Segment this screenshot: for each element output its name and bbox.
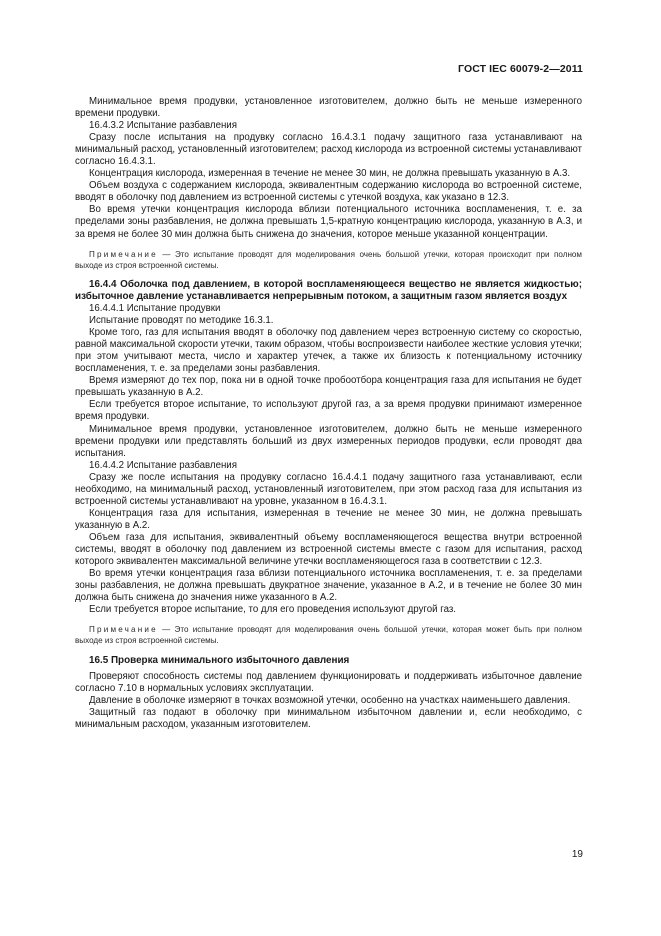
page-number: 19: [571, 849, 583, 860]
paragraph: Во время утечки концентрация газа вблизи потенциального источника воспламенения, т. е. за пределами зоны разбавления, не должна превышать двукратное значение, указанное в А.2, и в течение не более 30 мин должна быть снижена до значения ниже указанного в А.2.: [75, 568, 582, 604]
paragraph: Проверяют способность системы под давлением функционировать и поддерживать избыточное давление согласно 7.10 в нормальных условиях эксплуатации.: [75, 670, 582, 694]
section-heading: 16.5 Проверка минимального избыточного давления: [89, 654, 350, 666]
paragraph: Кроме того, газ для испытания вводят в оболочку под давлением через встроенную систему со скоростью, равной максимальной скорости утечки, таким образом, чтобы воспроизвести наиболее жесткие условия утечки; при этом учитывают места, число и характер утечек, а также их близость к потенциальному источнику воспламенения, т. е. за пределами зоны разбавления.: [75, 327, 582, 375]
note-label: Примечание: [89, 249, 158, 259]
paragraph: Концентрация газа для испытания, измеренная в течение не менее 30 мин, не должна превышать указанную в А.2.: [75, 507, 582, 531]
paragraph: Минимальное время продувки, установленное изготовителем, должно быть не меньше измеренного времени продувки.: [75, 96, 582, 120]
paragraph: Если требуется второе испытание, то используют другой газ, а за время продувки принимают измеренное время продувки.: [75, 399, 582, 423]
paragraph: Сразу же после испытания на продувку согласно 16.4.4.1 подачу защитного газа устанавливают, если необходимо, на минимальный расход, установленный изготовителем, при этом расход газа для испытания из встроенной системы устанавливают на уровне, указанном в 16.4.3.1.: [75, 471, 582, 507]
paragraph: Сразу после испытания на продувку согласно 16.4.3.1 подачу защитного газа устанавливают на минимальный расход, установленный изготовителем; расход кислорода из встроенной системы устанавливают согласно 16.4.3.1.: [75, 132, 582, 168]
document-code-header: ГОСТ IEC 60079-2—2011: [458, 63, 583, 75]
note-text: — Это испытание проводят для моделирования очень большой утечки, которая происходит при полном выходе из строя встроенной системы.: [75, 249, 582, 270]
note: [75, 249, 582, 271]
subsection-title: 16.4.3.2 Испытание разбавления: [89, 120, 237, 132]
paragraph: Во время утечки концентрация кислорода вблизи потенциального источника воспламенения, т. е. за пределами зоны разбавления, не должна превышать 1,5-кратную концентрацию кислорода, указанную в А.3, и за время не более 30 мин должна быть снижена до значения, которое меньше указанной концентрации.: [75, 204, 582, 240]
paragraph: Минимальное время продувки, установленное изготовителем, должно быть не меньше измеренного времени продувки или представлять больший из двух измеренных периодов продувки, если проводят два испытания.: [75, 423, 582, 459]
subsection-title: 16.4.4.1 Испытание продувки: [89, 303, 221, 315]
paragraph: Концентрация кислорода, измеренная в течение не менее 30 мин, не должна превышать указанную в А.3.: [89, 168, 571, 180]
paragraph: Объем газа для испытания, эквивалентный объему воспламеняющегося вещества внутри встроенной системы, вводят в оболочку под давлением из встроенной системы вместе с газом для испытания, расход которого эквивалентен максимальной величине утечки воспламеняющегося газа в соответствии с 12.3.: [75, 531, 582, 568]
note-label: Примечание: [89, 625, 158, 635]
paragraph: Время измеряют до тех пор, пока ни в одной точке пробоотбора концентрация газа для испытания не будет превышать указанную в А.2.: [75, 375, 582, 399]
paragraph: Защитный газ подают в оболочку при минимальном избыточном давлении и, если необходимо, с минимальным расходом, указанным изготовителем.: [75, 706, 582, 730]
paragraph: Объем воздуха с содержанием кислорода, эквивалентным содержанию кислорода во встроенной системе, вводят в оболочку под давлением из встроенной системы с утечкой воздуха, как указано в 12.3.: [75, 180, 582, 204]
section-heading: 16.4.4 Оболочка под давлением, в которой воспламеняющееся вещество не является жидкостью; избыточное давление устанавливается непрерывным потоком, а защитным газом является воздух: [75, 278, 582, 303]
note: [75, 624, 582, 646]
note-text: — Это испытание проводят для моделирования очень большой утечки, которая может быть при полном выходе из строя встроенной системы.: [75, 625, 582, 646]
paragraph: Испытание проводят по методике 16.3.1.: [89, 315, 274, 327]
page-body: [75, 96, 582, 731]
subsection-title: 16.4.4.2 Испытание разбавления: [89, 459, 237, 471]
paragraph: Давление в оболочке измеряют в точках возможной утечки, особенно на участках наименьшего давления.: [89, 694, 571, 706]
paragraph: Если требуется второе испытание, то для его проведения используют другой газ.: [89, 604, 456, 616]
